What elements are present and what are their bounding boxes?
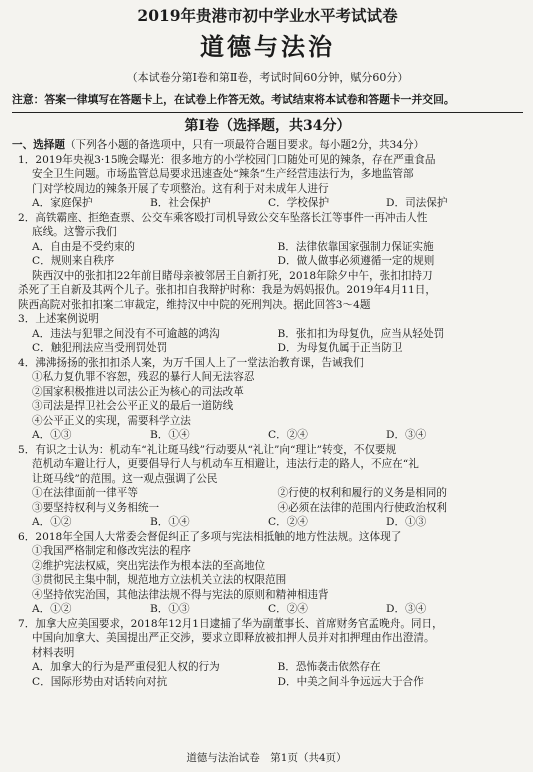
- option: C．规则来自秩序: [32, 255, 115, 267]
- option: D．③④: [386, 603, 427, 615]
- statement-item: ③司法是捍卫社会公平正义的最后一道防线: [32, 400, 234, 412]
- question-line: 5．有识之士认为：机动车“礼让斑马线”行动要从“礼让”向“理让”转变，不仅要规: [18, 443, 397, 456]
- option-row: [12, 428, 523, 443]
- option: B．社会保护: [150, 197, 211, 209]
- statement-item: ①在法律面前一律平等: [32, 487, 138, 499]
- option: C．学校保护: [268, 197, 330, 209]
- question-line: 3．上述案例说明: [18, 313, 99, 325]
- option: A．违法与犯罪之间没有不可逾越的鸿沟: [32, 327, 220, 340]
- statement-item: ②行使的权利和履行的义务是相同的: [277, 487, 447, 499]
- option: A．①②: [32, 603, 72, 615]
- option-row: [12, 660, 523, 675]
- material-line: 陕西汉中的张扣扣22年前目睹母亲被邻居王自新打死，2018年除夕中午，张扣扣持刀: [32, 269, 433, 282]
- option: D．③④: [386, 429, 427, 441]
- question-line: 4．沸沸扬扬的张扣扣杀人案，为万千国人上了一堂法治教育课，告诫我们: [18, 356, 364, 369]
- question-line: 安全卫生问题。市场监管总局要求迅速查处“辣条”生产经营违法行为，多地监管部: [32, 168, 414, 180]
- option-row: [12, 501, 523, 516]
- statement-item: ④公平正义的实现，需要科学立法: [32, 414, 191, 427]
- option-row: [12, 515, 523, 530]
- section-desc: （下列各小题的备选项中，只有一项最符合题目要求。每小题2分，共34分）: [64, 139, 425, 151]
- option-row: [12, 240, 523, 255]
- question-line: 底线。这警示我们: [32, 226, 117, 238]
- statement-item: ④坚持依宪治国，其他法律法规不得与宪法的原则和精神相违背: [32, 588, 329, 601]
- statement-item: ②维护宪法权威，突出宪法作为根本法的至高地位: [32, 559, 266, 572]
- question-line: 1．2019年央视3·15晚会曝光：很多地方的小学校园门口随处可见的辣条，存在严重食品: [18, 153, 436, 166]
- option: C．②④: [268, 516, 308, 528]
- question-line: 材料表明: [32, 646, 75, 659]
- option-row: [12, 486, 523, 501]
- divider: [12, 112, 523, 113]
- question-line: 范机动车避让行人，更要倡导行人与机动车互相避让，违法行走的路人，不应在“礼: [32, 458, 419, 470]
- question-line: 6．2018年全国人大常委会督促纠正了多项与宪法相抵触的地方性法规。这体现了: [18, 530, 402, 543]
- statement-item: ③贯彻民主集中制，规范地方立法机关立法的权限范围: [32, 574, 287, 586]
- option: B．①③: [150, 603, 190, 615]
- option-row: [12, 196, 523, 211]
- option-row: [12, 327, 523, 342]
- option: B．恐怖袭击依然存在: [277, 661, 381, 673]
- option: A．家庭保护: [32, 197, 93, 209]
- option-row: [12, 602, 523, 617]
- question-line: 2．高铁霸座、拒绝查票、公交车乘客殴打司机导致公交车坠落长江等事件一再冲击人性: [18, 211, 428, 224]
- section-label: 一、选择题: [12, 139, 65, 151]
- option: A．自由是不受约束的: [32, 240, 135, 253]
- page-footer: 道德与法治试卷 第1页（共4页）: [186, 752, 347, 764]
- option: A．加拿大的行为是严重侵犯人权的行为: [32, 661, 220, 673]
- exam-info: （本试卷分第Ⅰ卷和第Ⅱ卷，考试时间60分钟，赋分60分）: [126, 71, 409, 84]
- statement-item: ③要坚持权利与义务相统一: [32, 501, 160, 514]
- option: C．触犯刑法应当受刑罚处罚: [32, 342, 168, 354]
- subject-title: 道德与法治: [200, 32, 335, 61]
- option: C．②④: [268, 603, 308, 615]
- option: D．①③: [386, 516, 427, 528]
- option: C．国际形势由对话转向对抗: [32, 675, 168, 688]
- exam-title: 2019年贵港市初中学业水平考试试卷: [137, 6, 398, 25]
- option: D．为母复仇属于正当防卫: [277, 342, 403, 354]
- statement-item: ①私力复仇罪不容恕，残忍的暴行人间无法容忍: [32, 371, 255, 383]
- option-row: [12, 675, 523, 690]
- option-row: [12, 341, 523, 356]
- statement-item: ②国家积极推进以司法公正为核心的司法改革: [32, 385, 244, 398]
- material-line: 杀死了王自新及其两个儿子。张扣扣自我辩护时称：我是为妈妈报仇。2019年4月11日，: [18, 284, 436, 296]
- option: C．②④: [268, 429, 308, 441]
- question-line: 中国向加拿大、美国提出严正交涉，要求立即释放被扣押人员并对扣押理由作出澄清。: [32, 632, 435, 644]
- question-line: 让斑马线”的范围。这一观点强调了公民: [32, 472, 218, 485]
- notice: 注意：答案一律填写在答题卡上，在试卷上作答无效。考试结束将本试卷和答题卡一并交回。: [12, 93, 455, 106]
- option: B．①④: [150, 429, 190, 441]
- question-line: 门对学校周边的辣条开展了专项整治。这有利于对未成年人进行: [32, 182, 329, 195]
- option: D．中美之间斗争远远大于合作: [277, 675, 424, 688]
- option: D．司法保护: [386, 197, 448, 209]
- option: B．法律依靠国家强制力保证实施: [277, 240, 434, 253]
- option-row: [12, 254, 523, 269]
- option: D．做人做事必须遵循一定的规则: [277, 255, 435, 267]
- option: B．张扣扣为母复仇，应当从轻处罚: [277, 327, 445, 340]
- statement-item: ④必须在法律的范围内行使政治权利: [277, 501, 447, 514]
- section-heading: [12, 138, 523, 153]
- material-line: 陕西高院对张扣扣案二审裁定，维持汉中中院的死刑判决。据此回答3～4题: [18, 298, 371, 311]
- question-line: 7．加拿大应美国要求，2018年12月1日逮捕了华为副董事长、首席财务官孟晚舟。同日，: [18, 617, 443, 630]
- option: B．①④: [150, 516, 190, 528]
- option: A．①②: [32, 516, 72, 528]
- option: A．①③: [32, 429, 72, 441]
- part1-title: 第Ⅰ卷（选择题，共34分）: [184, 118, 351, 134]
- statement-item: ①我国严格制定和修改宪法的程序: [32, 545, 191, 557]
